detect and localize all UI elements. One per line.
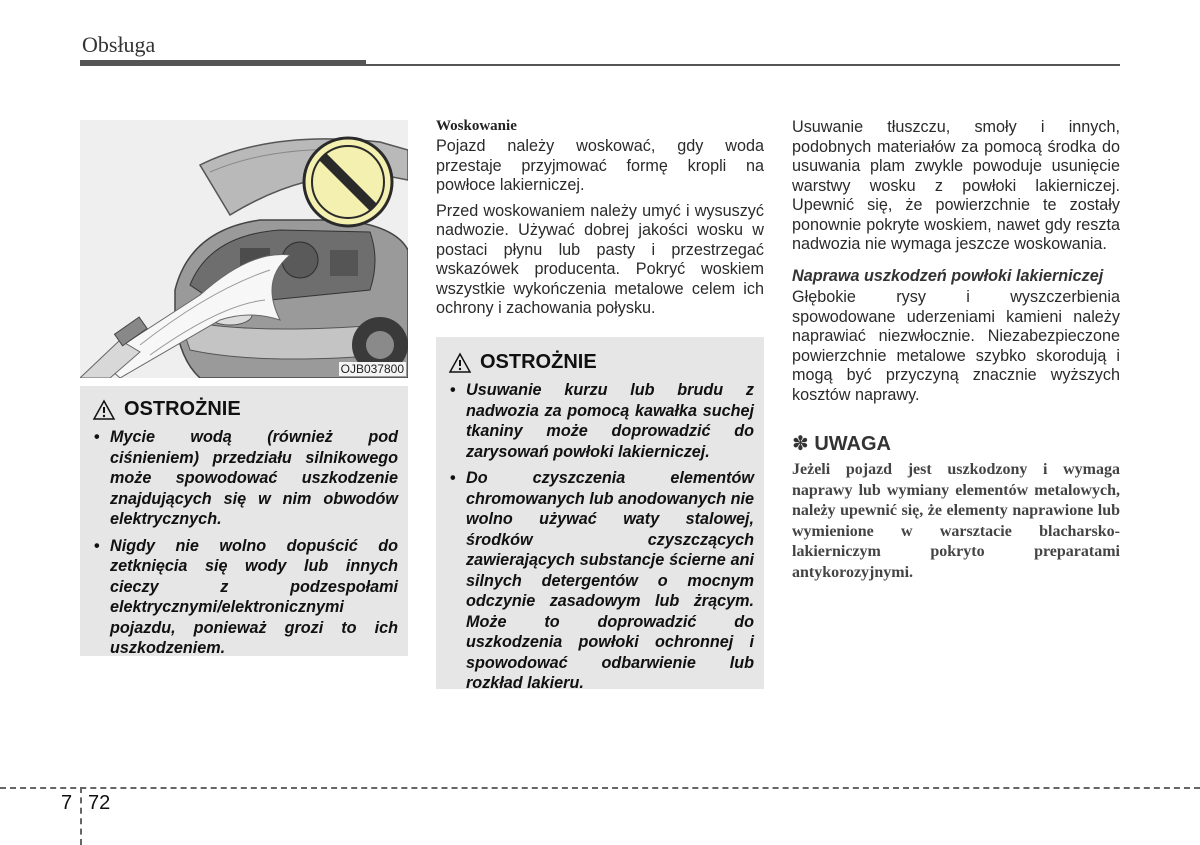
caution-heading: [448, 351, 754, 374]
grease-removal-paragraph: Usuwanie tłuszczu, smoły i innych, podobnych materiałów za pomocą środka do usuwania plam zwykle powoduje usunięcie warstwy wosku z powłoki lakierniczej. Upewnić się, że powierzchnie te zostały ponownie pokryte woskiem, nawet gdy reszta nadwozia nie wymaga jeszcze woskowania.: [792, 118, 1120, 253]
caution-item: • Nigdy nie wolno dopuścić do zetknięcia się wody lub innych cieczy z podzespołami elektrycznymi/elektronicznymi pojazdu, ponieważ grozi to ich uszkodzeniem.: [92, 536, 398, 659]
paint-repair-paragraph: Głębokie rysy i wyszczerbienia spowodowane uderzeniami kamieni należy naprawiać niezwłocznie. Niezabezpieczone powierzchnie metalowe szybko skorodują i mogą być przyczyną znacznie wyższych kosztów naprawy.: [792, 288, 1120, 404]
caution-list: [92, 427, 398, 659]
page-section-title: Obsługa: [82, 32, 156, 57]
caution-list: [448, 380, 754, 694]
figure-code: OJB037800: [340, 362, 404, 376]
caution-box-cleaning: [436, 337, 764, 692]
caution-heading: [92, 398, 398, 421]
caution-heading-text: OSTROŻNIE: [480, 351, 597, 373]
caution-box-engine-wash: [80, 386, 408, 656]
note-heading: ✽ UWAGA: [792, 433, 891, 455]
warning-triangle-icon: [448, 352, 472, 374]
note-text: Jeżeli pojazd jest uszkodzony i wymaga naprawy lub wymiany elementów metalowych, należy upewnić się, że elementy naprawione lub wymienione w warsztacie blacharsko-lakierniczym pokryto preparatami antykorozyjnymi.: [792, 461, 1120, 581]
caution-heading-text: OSTROŻNIE: [124, 398, 241, 420]
waxing-paragraph: Pojazd należy woskować, gdy woda przestaje przyjmować formę kropli na powłoce lakierniczej.: [436, 137, 764, 194]
right-column: [792, 118, 1120, 583]
engine-wash-illustration: [80, 120, 408, 378]
caution-item: • Usuwanie kurzu lub brudu z nadwozia za pomocą kawałka suchej tkaniny może doprowadzić do zarysowań powłoki lakierniczej.: [448, 380, 754, 462]
footer-dashed-vertical-rule: [80, 787, 82, 845]
waxing-section: [436, 118, 764, 325]
waxing-paragraph: Przed woskowaniem należy umyć i wysuszyć nadwozie. Używać dobrej jakości wosku w postaci płynu lub pasty i przestrzegać wskazówek producenta. Pokryć woskiem wszystkie wykończenia metalowe celem ich ochrony i zachowania połysku.: [436, 201, 764, 317]
page-number: 72: [88, 792, 111, 814]
paint-repair-heading: Naprawa uszkodzeń powłoki lakierniczej: [792, 266, 1104, 285]
footer-dashed-rule: [0, 787, 1200, 789]
caution-item: • Do czyszczenia elementów chromowanych lub anodowanych nie wolno używać waty stalowej, środków czyszczących zawierających substancje ścierne ani silnych detergentów o mocnym odczynie zasadowym lub żrącym. Może to doprowadzić do uszkodzenia powłoki ochronnej i spowodować odbarwienie lub rozkład lakieru.: [448, 468, 754, 694]
chapter-number: 7: [61, 792, 73, 814]
waxing-heading: Woskowanie: [436, 118, 517, 134]
header-rule-thick: [80, 60, 366, 66]
car-engine-bay-drawing: [80, 120, 408, 378]
caution-item: • Mycie wodą (również pod ciśnieniem) przedziału silnikowego może spowodować uszkodzenie znajdujących się w nim obwodów elektrycznych.: [92, 427, 398, 530]
header-rule-thin: [366, 64, 1120, 66]
warning-triangle-icon: [92, 399, 116, 421]
